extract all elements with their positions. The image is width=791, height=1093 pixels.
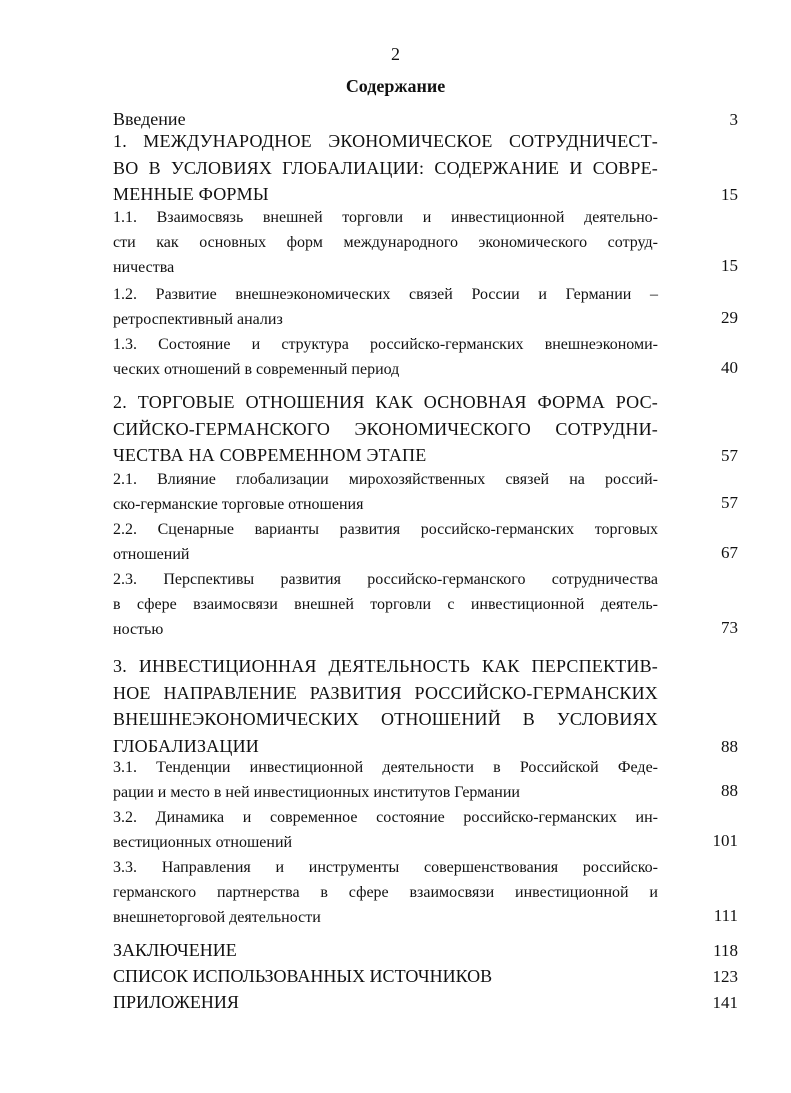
toc-entry-line: ПРИЛОЖЕНИЯ — [113, 992, 239, 1012]
toc-page-number: 101 — [712, 831, 738, 850]
toc-page-number: 57 — [721, 446, 738, 465]
toc-entry-line: ностью — [113, 621, 164, 638]
toc-page-number: 111 — [713, 906, 738, 925]
toc-entry-line: сти как основных форм международного экономического сотруд- — [113, 234, 658, 251]
toc-entry-line: в сфере взаимосвязи внешней торговли с инвестиционной деятель- — [113, 596, 658, 613]
toc-entry-line: рации и место в ней инвестиционных институтов Германии — [113, 784, 520, 801]
toc-page-number: 3 — [729, 110, 738, 129]
toc-entry-line: 1. МЕЖДУНАРОДНОЕ ЭКОНОМИЧЕСКОЕ СОТРУДНИЧЕСТ- — [113, 131, 658, 151]
toc-entry-line: СИЙСКО-ГЕРМАНСКОГО ЭКОНОМИЧЕСКОГО СОТРУДНИ- — [113, 418, 658, 439]
toc-entry-line: ВНЕШНЕЭКОНОМИЧЕСКИХ ОТНОШЕНИЙ В УСЛОВИЯХ — [113, 709, 658, 729]
toc-entry-line: 2.3. Перспективы развития российско-германского сотрудничества — [113, 571, 658, 588]
toc-entry-line: 2.2. Сценарные варианты развития российско-германских торговых — [113, 521, 658, 538]
toc-entry-line: ничества — [113, 259, 175, 276]
toc-page-number: 15 — [721, 256, 738, 275]
toc-entry-line: ретроспективный анализ — [113, 311, 283, 328]
toc-page-number: 40 — [721, 358, 738, 377]
toc-page-number: 57 — [721, 493, 738, 512]
toc-entry-line: ГЛОБАЛИЗАЦИИ — [113, 735, 259, 756]
toc-entry-line: 1.2. Развитие внешнеэкономических связей России и Германии – — [113, 286, 658, 303]
toc-entry-line: ско-германские торговые отношения — [113, 496, 364, 513]
toc-entry-line: 2.1. Влияние глобализации мирохозяйственных связей на россий- — [113, 471, 658, 488]
toc-entry-line: 3.2. Динамика и современное состояние российско-германских ин- — [113, 809, 658, 826]
page-number: 2 — [391, 44, 400, 64]
toc-entry-line: ческих отношений в современный период — [113, 361, 400, 378]
toc-entry-line: 3. ИНВЕСТИЦИОННАЯ ДЕЯТЕЛЬНОСТЬ КАК ПЕРСПЕКТИВ- — [113, 656, 658, 676]
toc-page-number: 73 — [721, 618, 738, 637]
toc-entry-line: германского партнерства в сфере взаимосвязи инвестиционной и — [113, 884, 658, 901]
toc-page-number: 118 — [713, 941, 738, 960]
toc-page-number: 67 — [721, 543, 738, 562]
toc-entry-line: внешнеторговой деятельности — [113, 909, 321, 926]
toc-entry-line: 1.3. Состояние и структура российско-германских внешнеэкономи- — [113, 336, 658, 353]
toc-entry-line: МЕННЫЕ ФОРМЫ — [113, 184, 269, 204]
toc-entry-line: вестиционных отношений — [113, 834, 293, 851]
toc-entry-line: 3.1. Тенденции инвестиционной деятельности в Российской Феде- — [113, 759, 658, 776]
toc-page-number: 29 — [721, 308, 738, 327]
toc-entry-line: НОЕ НАПРАВЛЕНИЕ РАЗВИТИЯ РОССИЙСКО-ГЕРМАНСКИХ — [113, 682, 658, 703]
toc-page-number: 123 — [712, 967, 738, 986]
toc-page-number: 15 — [721, 185, 738, 204]
toc-entry-line: 1.1. Взаимосвязь внешней торговли и инвестиционной деятельно- — [113, 209, 658, 226]
toc-page-number: 141 — [712, 993, 738, 1012]
toc-entry-line: ВО В УСЛОВИЯХ ГЛОБАЛИАЦИИ: СОДЕРЖАНИЕ И СОВРЕ- — [113, 157, 658, 178]
toc-entry-line: 2. ТОРГОВЫЕ ОТНОШЕНИЯ КАК ОСНОВНАЯ ФОРМА РОС- — [113, 392, 658, 412]
toc-page-number: 88 — [721, 736, 738, 756]
toc-entry-line: СПИСОК ИСПОЛЬЗОВАННЫХ ИСТОЧНИКОВ — [113, 966, 493, 986]
toc-entry-line: ЗАКЛЮЧЕНИЕ — [113, 940, 237, 960]
toc-page-number: 88 — [721, 781, 738, 800]
toc-entry-line: ЧЕСТВА НА СОВРЕМЕННОМ ЭТАПЕ — [113, 445, 427, 465]
page-title: Содержание — [345, 76, 446, 96]
toc-entry-line: 3.3. Направления и инструменты совершенствования российско- — [113, 859, 658, 876]
toc-entry-line: Введение — [113, 109, 186, 129]
toc-entry-line: отношений — [113, 546, 190, 563]
